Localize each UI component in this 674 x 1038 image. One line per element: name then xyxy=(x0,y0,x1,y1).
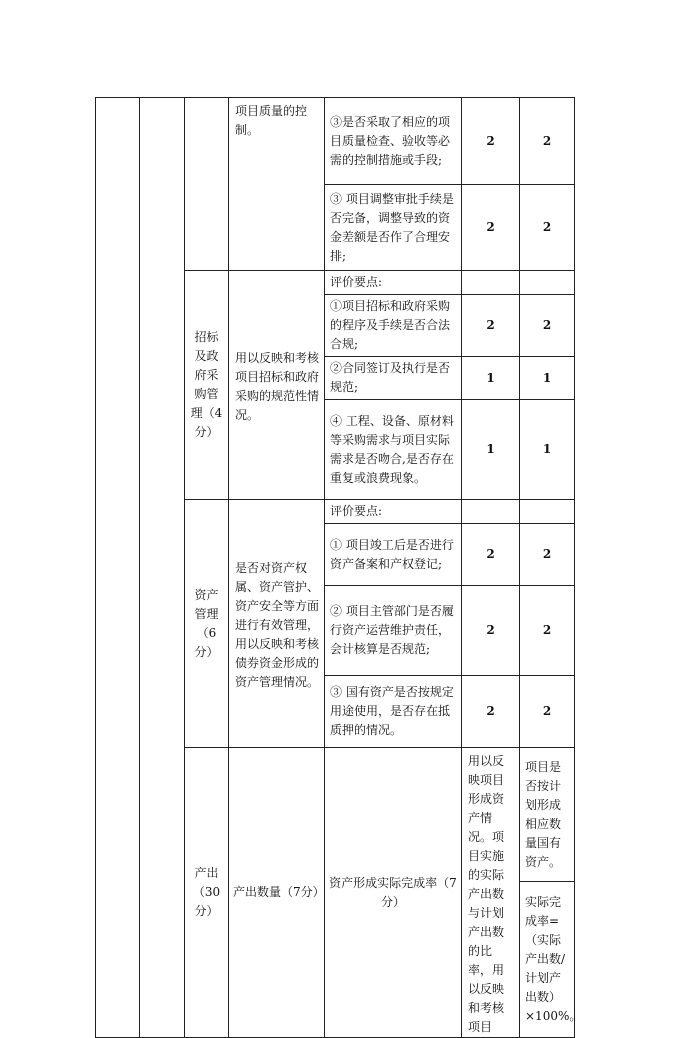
quality-desc: 项目质量的控制。 xyxy=(229,98,325,271)
procurement-point-2-actual: 1 xyxy=(520,357,575,400)
assets-point-2-score: 2 xyxy=(462,586,520,676)
procurement-point-2: ②合同签订及执行是否规范; xyxy=(325,357,462,400)
quality-point-3-score: 2 xyxy=(462,98,520,185)
procurement-point-4-score: 1 xyxy=(462,400,520,500)
assets-point-3: ③ 国有资产是否按规定用途使用，是否存在抵质押的情况。 xyxy=(325,676,462,748)
assets-desc: 是否对资产权属、资产管护、资产安全等方面进行有效管理，用以反映和考核债券资金形成的资产管理情况。 xyxy=(229,500,325,748)
quality-indicator-cell xyxy=(185,98,229,271)
assets-point-1-actual: 2 xyxy=(520,524,575,586)
assets-header-actual xyxy=(520,500,575,524)
procurement-header-score xyxy=(462,271,520,295)
output-desc: 用以反映项目形成资产情况。项目实施的实际产出数与计划产出数的比率，用以反映和考核项目 xyxy=(462,748,520,1038)
level1-process-cell xyxy=(96,98,140,1038)
assets-point-2-actual: 2 xyxy=(520,586,575,676)
output-level2: 产出数量（7分） xyxy=(229,748,325,1038)
procurement-header: 评价要点: xyxy=(325,271,462,295)
procurement-point-2-score: 1 xyxy=(462,357,520,400)
level2-process-cell xyxy=(140,98,185,1038)
procurement-desc: 用以反映和考核项目招标和政府采购的规范性情况。 xyxy=(229,271,325,500)
quality-point-3-actual: 2 xyxy=(520,98,575,185)
procurement-header-actual xyxy=(520,271,575,295)
output-level1: 产出（30分） xyxy=(185,748,229,1038)
assets-point-2: ② 项目主管部门是否履行资产运营维护责任，会计核算是否规范; xyxy=(325,586,462,676)
assets-indicator: 资产管理（6分） xyxy=(185,500,229,748)
assets-point-3-score: 2 xyxy=(462,676,520,748)
assets-point-1: ① 项目竣工后是否进行资产备案和产权登记; xyxy=(325,524,462,586)
quality-point-3: ③是否采取了相应的项目质量检查、验收等必需的控制措施或手段; xyxy=(325,98,462,185)
quality-point-adjust-actual: 2 xyxy=(520,185,575,271)
quality-point-adjust-score: 2 xyxy=(462,185,520,271)
procurement-point-1-actual: 2 xyxy=(520,295,575,357)
assets-header-score xyxy=(462,500,520,524)
procurement-point-4: ④ 工程、设备、原材料等采购需求与项目实际需求是否吻合,是否存在重复或浪费现象。 xyxy=(325,400,462,500)
output-point-2: 实际完成率=（实际产出数/计划产出数）×100%。 xyxy=(520,882,575,1038)
assets-point-3-actual: 2 xyxy=(520,676,575,748)
procurement-indicator: 招标及政府采购管理（4分） xyxy=(185,271,229,500)
evaluation-table xyxy=(95,97,582,1038)
quality-point-adjust: ③ 项目调整审批手续是否完备，调整导致的资金差额是否作了合理安排; xyxy=(325,185,462,271)
assets-point-1-score: 2 xyxy=(462,524,520,586)
procurement-point-1: ①项目招标和政府采购的程序及手续是否合法合规; xyxy=(325,295,462,357)
procurement-point-4-actual: 1 xyxy=(520,400,575,500)
output-indicator: 资产形成实际完成率（7分） xyxy=(325,748,462,1038)
procurement-point-1-score: 2 xyxy=(462,295,520,357)
output-point-1: 项目是否按计划形成相应数量国有资产。 xyxy=(520,748,575,882)
assets-header: 评价要点: xyxy=(325,500,462,524)
